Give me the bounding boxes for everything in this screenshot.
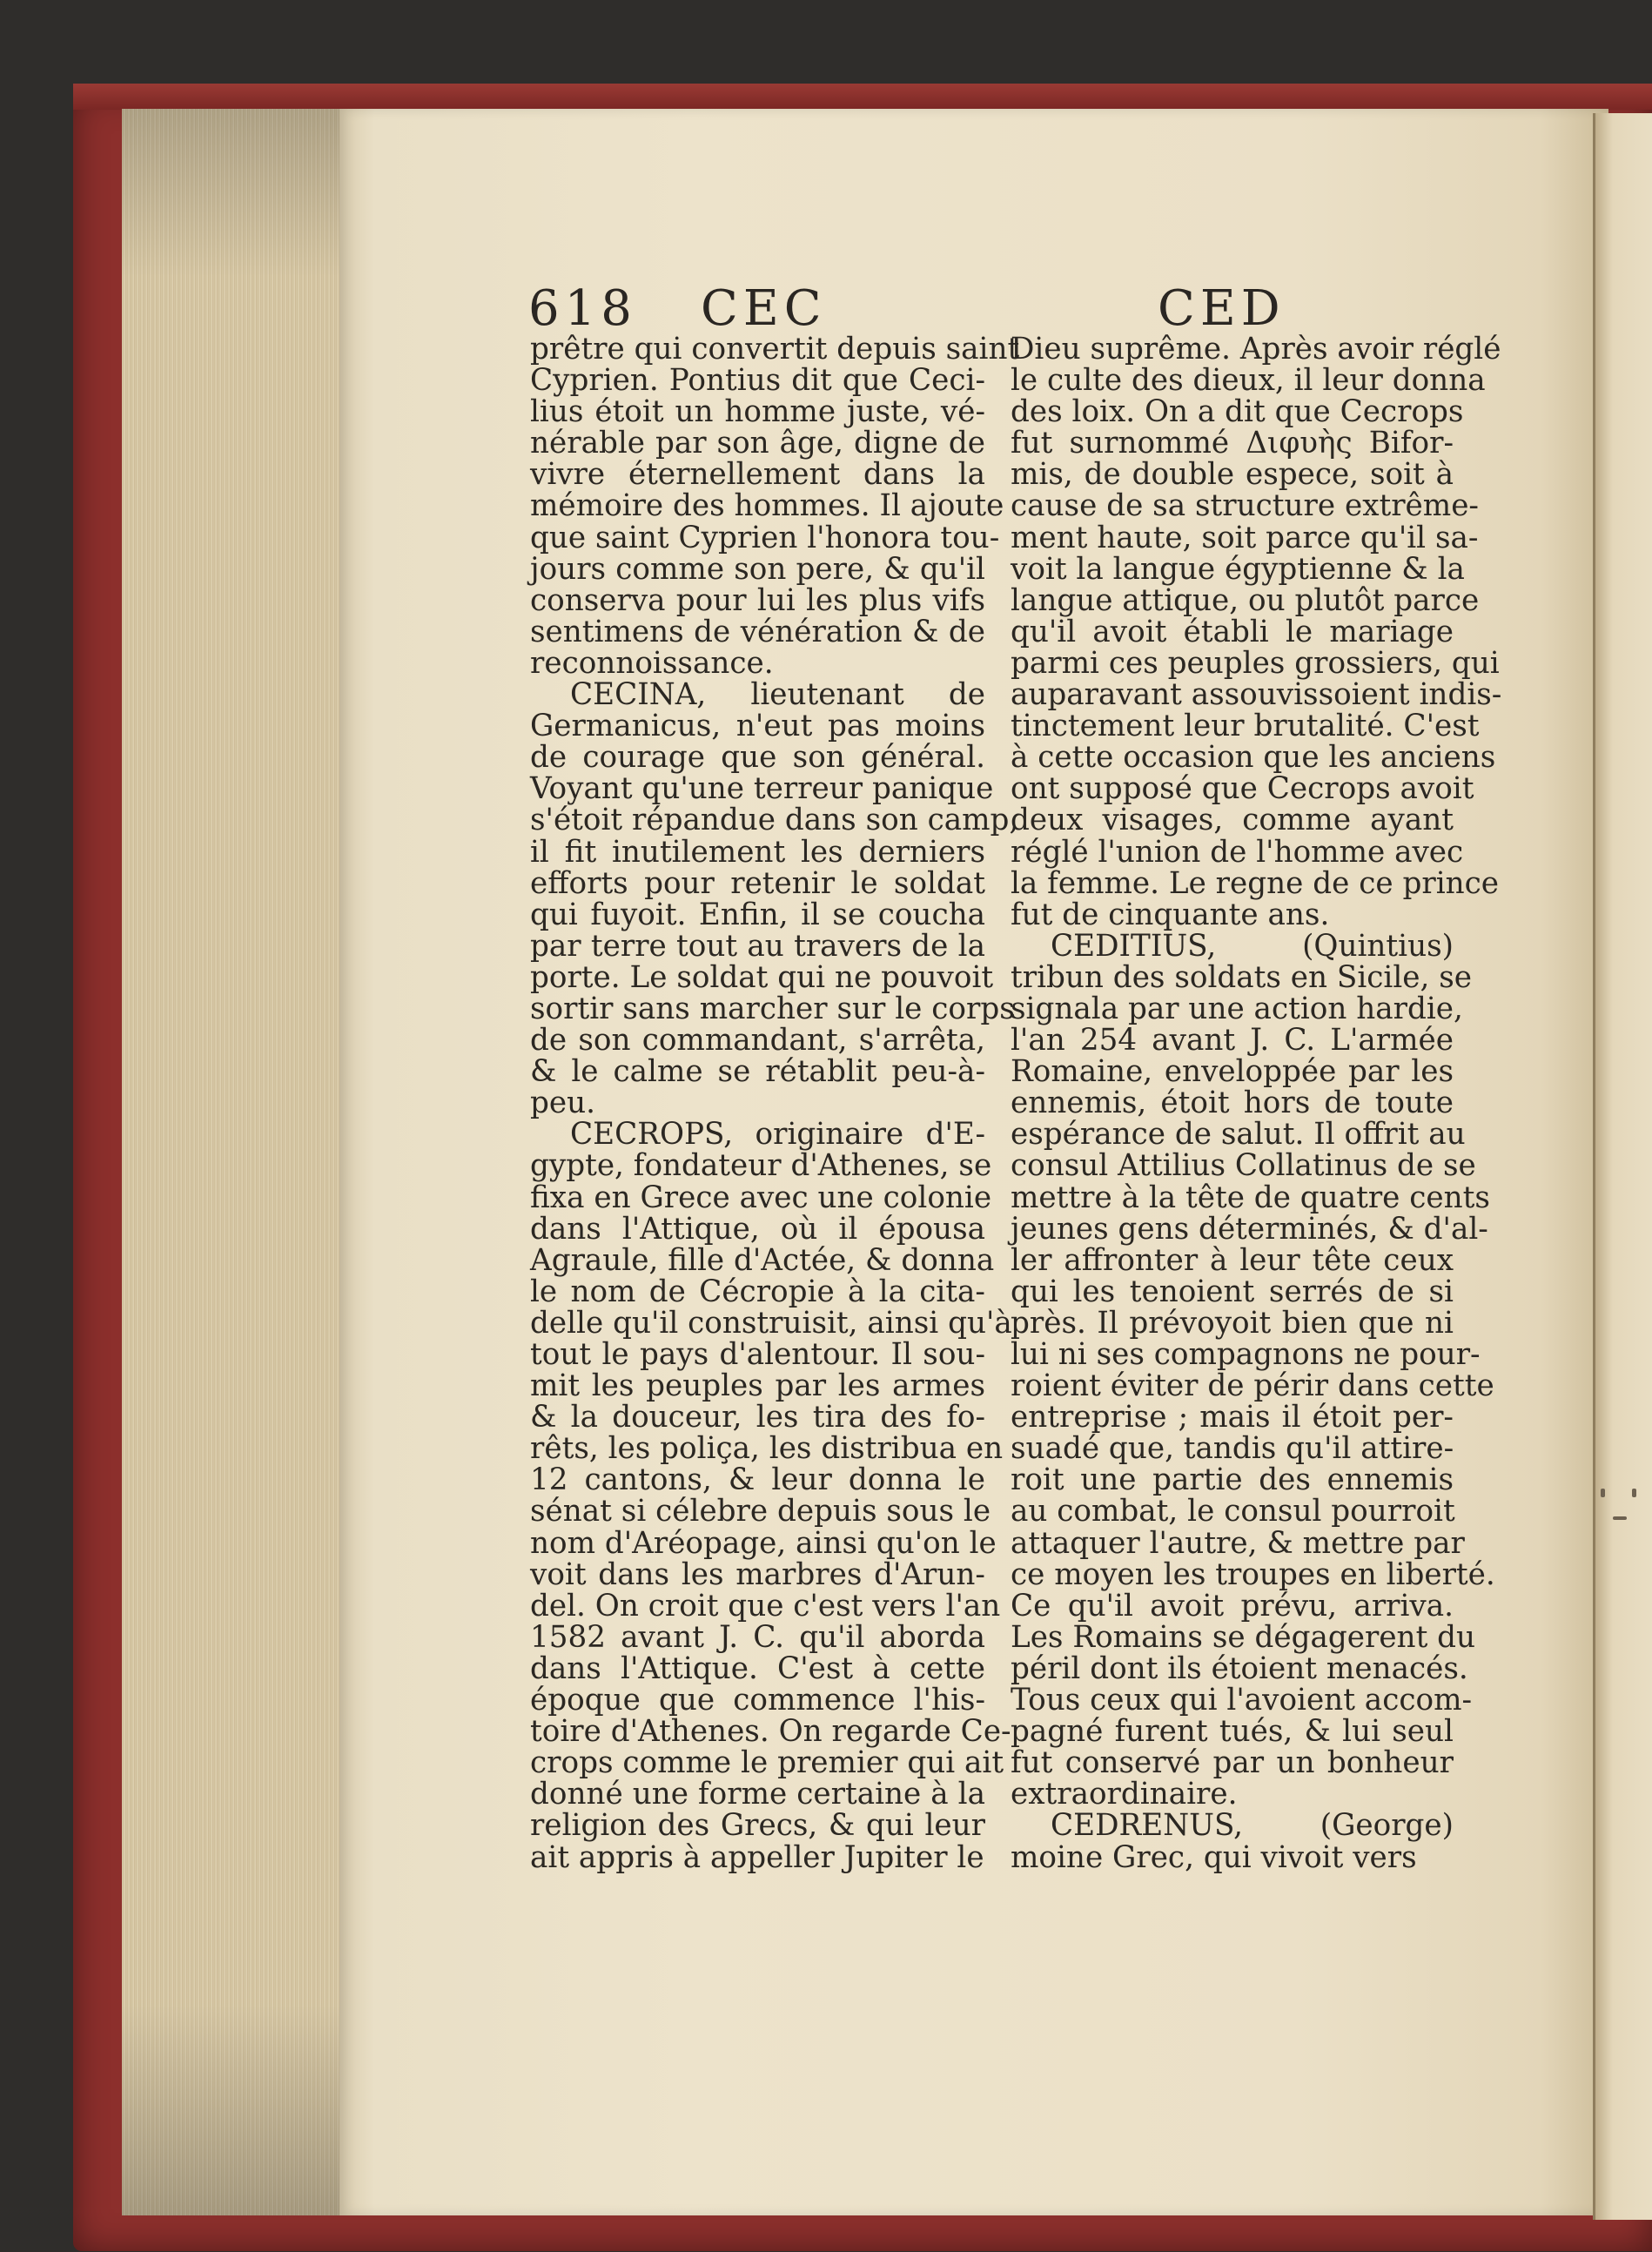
text-line: tribun des soldats en Sicile, se: [1011, 959, 1473, 995]
text-line: cause de sa structure extrême-: [1011, 488, 1479, 524]
text-line: dans l'Attique. C'est à cette: [530, 1650, 985, 1686]
text-line: sénat si célebre depuis sous le: [530, 1494, 991, 1529]
text-line: sortir sans marcher sur le corps: [530, 991, 1015, 1026]
text-line: 1582 avant J. C. qu'il aborda: [530, 1619, 985, 1655]
text-line: fut conservé par un bonheur: [1011, 1745, 1454, 1781]
text-line: fut de cinquante ans.: [1011, 897, 1330, 932]
text-line: extraordinaire.: [1011, 1777, 1238, 1812]
text-line: Cyprien. Pontius dit que Ceci-: [530, 363, 985, 399]
text-line: des loix. On a dit que Cecrops: [1011, 394, 1464, 430]
text-line: prêtre qui convertit depuis saint: [530, 332, 1020, 366]
text-line: Germanicus, n'eut pas moins: [530, 709, 985, 744]
text-line: ler affronter à leur tête ceux: [1011, 1242, 1454, 1278]
text-line: deux visages, comme ayant: [1011, 803, 1454, 838]
text-line: signala par une action hardie,: [1011, 991, 1463, 1026]
text-line: ennemis, étoit hors de toute: [1011, 1086, 1454, 1121]
text-line: efforts pour retenir le soldat: [530, 865, 985, 901]
text-line: entreprise ; mais il étoit per-: [1011, 1400, 1454, 1435]
text-line: lius étoit un homme juste, vé-: [530, 394, 985, 430]
text-line: CEDRENUS, (George): [1051, 1808, 1454, 1844]
text-line: auparavant assouvissoient indis-: [1011, 677, 1502, 713]
running-head-left: CEC: [701, 280, 827, 337]
text-line: par terre tout au travers de la: [530, 928, 985, 964]
text-line: reconnoissance.: [530, 645, 774, 681]
text-line: CECROPS, originaire d'E-: [570, 1117, 985, 1153]
text-line: qui les tenoient serrés de si: [1011, 1274, 1454, 1309]
text-line: qu'il avoit établi le mariage: [1011, 614, 1454, 649]
text-line: de courage que son général.: [530, 740, 985, 776]
text-line: nérable par son âge, digne de: [530, 426, 985, 461]
text-line: mettre à la tête de quatre cents: [1011, 1180, 1490, 1215]
text-line: tinctement leur brutalité. C'est: [1011, 709, 1480, 744]
right-text-column: [1011, 332, 1502, 1875]
text-line: & la douceur, les tira des fo-: [530, 1400, 985, 1435]
text-line: toire d'Athenes. On regarde Ce-: [530, 1714, 1011, 1750]
text-line: parmi ces peuples grossiers, qui: [1011, 645, 1500, 681]
text-line: Tous ceux qui l'avoient accom-: [1011, 1683, 1473, 1718]
text-line: nom d'Aréopage, ainsi qu'on le: [530, 1525, 997, 1561]
text-line: peu.: [530, 1086, 596, 1121]
text-line: près. Il prévoyoit bien que ni: [1011, 1305, 1454, 1341]
text-line: lui ni ses compagnons ne pour-: [1011, 1337, 1481, 1372]
text-line: de son commandant, s'arrêta,: [530, 1023, 985, 1059]
left-text-column: [530, 332, 1020, 1875]
text-line: donné une forme certaine à la: [530, 1777, 985, 1812]
text-line: réglé l'union de l'homme avec: [1011, 834, 1464, 870]
page-edges-shadow: [122, 109, 344, 2215]
text-line: gypte, fondateur d'Athenes, se: [530, 1148, 992, 1184]
facing-page-edge: [1593, 113, 1652, 2220]
text-line: roient éviter de périr dans cette: [1011, 1368, 1494, 1404]
text-line: Romaine, enveloppée par les: [1011, 1054, 1454, 1090]
text-line: CECINA, lieutenant de: [570, 677, 985, 713]
text-line: religion des Grecs, & qui leur: [530, 1808, 985, 1844]
text-line: delle qu'il construisit, ainsi qu'à: [530, 1305, 1012, 1341]
text-line: à cette occasion que les anciens: [1011, 740, 1496, 776]
text-line: moine Grec, qui vivoit vers: [1011, 1839, 1417, 1875]
text-line: suadé que, tandis qu'il attire-: [1011, 1431, 1454, 1467]
text-line: le nom de Cécropie à la cita-: [530, 1274, 985, 1309]
text-line: vivre éternellement dans la: [530, 457, 985, 493]
text-line: ont supposé que Cecrops avoit: [1011, 771, 1474, 807]
text-line: voit dans les marbres d'Arun-: [530, 1556, 985, 1592]
text-line: qui fuyoit. Enfin, il se coucha: [530, 897, 985, 932]
text-line: que saint Cyprien l'honora tou-: [530, 520, 1000, 555]
text-line: ment haute, soit parce qu'il sa-: [1011, 520, 1479, 555]
text-line: la femme. Le regne de ce prince: [1011, 865, 1500, 901]
text-line: pagné furent tués, & lui seul: [1011, 1714, 1454, 1750]
text-line: l'an 254 avant J. C. L'armée: [1011, 1023, 1454, 1059]
text-line: époque que commence l'his-: [530, 1683, 985, 1718]
text-line: Ce qu'il avoit prévu, arriva.: [1011, 1588, 1454, 1623]
text-line: conserva pour lui les plus vifs: [530, 582, 985, 618]
text-line: 12 cantons, & leur donna le: [530, 1462, 985, 1498]
text-line: fut surnommé Διφυὴς Bifor-: [1011, 426, 1454, 461]
text-line: attaquer l'autre, & mettre par: [1011, 1525, 1465, 1561]
text-line: Voyant qu'une terreur panique: [530, 771, 994, 807]
text-line: voit la langue égyptienne & la: [1011, 551, 1465, 587]
text-line: jours comme son pere, & qu'il: [530, 551, 985, 587]
text-line: mis, de double espece, soit à: [1011, 457, 1454, 493]
text-line: CEDITIUS, (Quintius): [1051, 928, 1454, 964]
text-line: Agraule, fille d'Actée, & donna: [530, 1242, 995, 1278]
text-line: & le calme se rétablit peu-à-: [530, 1054, 985, 1090]
text-line: sentimens de vénération & de: [530, 614, 985, 649]
facing-page-mark: [1632, 1489, 1636, 1497]
text-line: dans l'Attique, où il épousa: [530, 1211, 985, 1247]
text-line: il fit inutilement les derniers: [530, 834, 985, 870]
text-line: Dieu suprême. Après avoir réglé: [1011, 332, 1501, 366]
text-line: ait appris à appeller Jupiter le: [530, 1839, 984, 1875]
text-line: jeunes gens déterminés, & d'al-: [1011, 1211, 1488, 1247]
text-line: péril dont ils étoient menacés.: [1011, 1650, 1468, 1686]
text-line: espérance de salut. Il offrit au: [1011, 1117, 1466, 1153]
book-cover-top-edge: [73, 84, 1652, 110]
text-line: consul Attilius Collatinus de se: [1011, 1148, 1476, 1184]
text-line: tout le pays d'alentour. Il sou-: [530, 1337, 985, 1372]
text-line: roit une partie des ennemis: [1011, 1462, 1454, 1498]
text-line: langue attique, ou plutôt parce: [1011, 582, 1480, 618]
text-line: au combat, le consul pourroit: [1011, 1494, 1455, 1529]
text-line: crops comme le premier qui ait: [530, 1745, 1004, 1781]
text-line: mémoire des hommes. Il ajoute: [530, 488, 1004, 524]
text-line: Les Romains se dégagerent du: [1011, 1619, 1476, 1655]
text-line: fixa en Grece avec une colonie: [530, 1180, 992, 1215]
text-line: s'étoit répandue dans son camp,: [530, 803, 1019, 838]
facing-page-mark: [1601, 1489, 1605, 1497]
running-head-right: CED: [1158, 280, 1286, 337]
text-line: del. On croit que c'est vers l'an: [530, 1588, 1001, 1623]
text-line: ce moyen les troupes en liberté.: [1011, 1556, 1495, 1592]
page-number: 618: [528, 280, 637, 337]
text-line: porte. Le soldat qui ne pouvoit: [530, 959, 994, 995]
facing-page-mark: [1613, 1516, 1627, 1520]
text-line: rêts, les poliça, les distribua en: [530, 1431, 1004, 1467]
text-line: mit les peuples par les armes: [530, 1368, 985, 1404]
text-line: le culte des dieux, il leur donna: [1011, 363, 1486, 399]
